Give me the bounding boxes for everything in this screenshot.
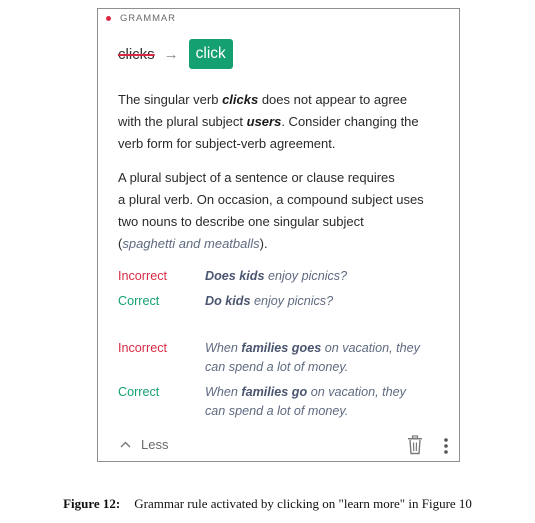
example-emphasis: families goes	[241, 341, 322, 355]
example-rest: When	[205, 341, 242, 355]
chevron-up-icon	[120, 441, 131, 448]
example-row	[118, 267, 453, 286]
para1-text: The singular verb	[118, 92, 223, 107]
replacement-button[interactable]: click	[189, 39, 233, 69]
rule-paragraph	[118, 167, 453, 255]
category-dot-icon	[106, 16, 111, 21]
example-text	[205, 383, 445, 421]
para2-line: A plural subject of a sentence or clause requires	[118, 170, 395, 185]
correct-label: Correct	[118, 385, 160, 399]
suggestion-row	[118, 39, 233, 69]
example-text	[205, 267, 445, 286]
correct-label: Correct	[118, 294, 160, 308]
example-rest: can spend a lot of money.	[205, 404, 349, 418]
example-row	[118, 383, 453, 421]
original-word: clicks	[118, 45, 155, 63]
para2-text: ).	[259, 236, 268, 251]
example-text	[205, 292, 445, 311]
para2-text: (	[118, 236, 123, 251]
para1-text: verb form for subject-verb agreement.	[118, 136, 336, 151]
example-row	[118, 292, 453, 311]
example-rest: enjoy picnics?	[264, 269, 348, 283]
example-rest: enjoy picnics?	[250, 294, 334, 308]
para1-text: with the plural subject	[118, 114, 247, 129]
para2-line: two nouns to describe one singular subject	[118, 214, 364, 229]
trash-icon	[407, 435, 423, 455]
example-row	[118, 339, 453, 377]
para1-subject: users	[246, 114, 282, 129]
example-rest: can spend a lot of money.	[205, 360, 349, 374]
example-emphasis: Does kids	[205, 269, 265, 283]
para1-text: does not appear to agree	[258, 92, 408, 107]
trash-button[interactable]	[407, 435, 423, 460]
example-rest: on vacation, they	[307, 385, 406, 399]
para1-verb: clicks	[222, 92, 259, 107]
figure-caption-text: Grammar rule activated by clicking on "learn more" in Figure 10	[134, 496, 472, 511]
more-options-button[interactable]	[443, 437, 449, 460]
incorrect-label: Incorrect	[118, 341, 167, 355]
example-rest: on vacation, they	[321, 341, 420, 355]
incorrect-label: Incorrect	[118, 269, 167, 283]
more-vertical-icon	[443, 437, 449, 455]
example-text	[205, 339, 445, 377]
para1-text: . Consider changing the	[281, 114, 419, 129]
example-emphasis: families go	[241, 385, 308, 399]
explanation-paragraph	[118, 89, 453, 155]
category-header	[106, 11, 176, 25]
figure-caption	[0, 496, 535, 512]
grammar-card	[97, 8, 460, 462]
figure-label: Figure 12:	[63, 496, 121, 511]
less-button[interactable]	[120, 437, 168, 452]
example-rest: When	[205, 385, 242, 399]
para2-line: a plural verb. On occasion, a compound subject uses	[118, 192, 424, 207]
example-emphasis: Do kids	[205, 294, 251, 308]
less-label: Less	[141, 437, 169, 452]
arrow-right-icon: →	[163, 45, 179, 63]
category-label: GRAMMAR	[120, 12, 176, 24]
para2-example: spaghetti and meatballs	[122, 236, 260, 251]
